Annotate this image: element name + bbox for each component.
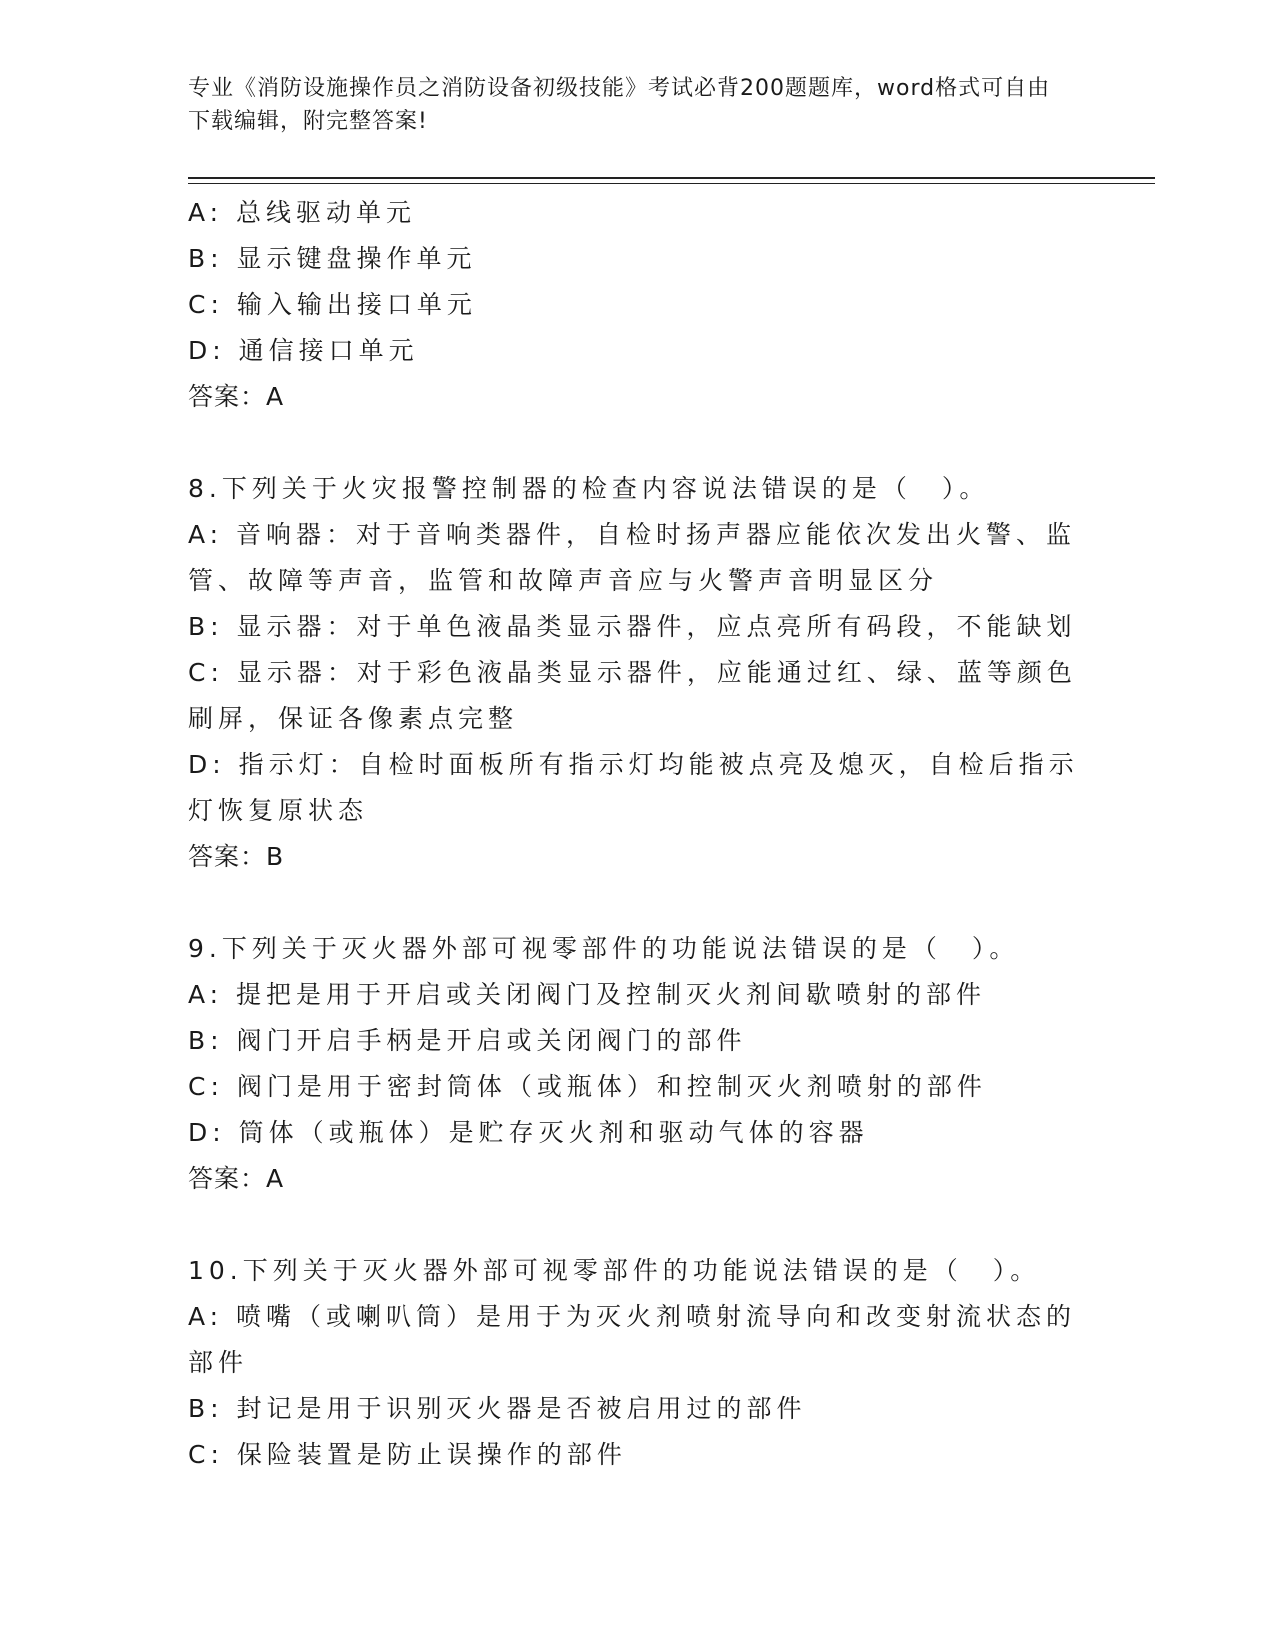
question-10: 10.下列关于灭火器外部可视零部件的功能说法错误的是（ ）。 (188, 1256, 1041, 1285)
option-c: C: 保险装置是防止误操作的部件 (188, 1440, 627, 1469)
option-a: A: 提把是用于开启或关闭阀门及控制灭火剂间歇喷射的部件 (188, 980, 987, 1009)
answer: 答案：B (188, 842, 285, 871)
header-rule-thick (188, 177, 1155, 179)
option-b: B: 显示键盘操作单元 (188, 244, 477, 273)
spacer (188, 1202, 1088, 1248)
header-rule-thin (188, 183, 1155, 184)
document-header: 专业《消防设施操作员之消防设备初级技能》考试必背200题题库，word格式可自由下载编辑，附完整答案! (188, 76, 1051, 134)
answer: 答案：A (188, 382, 285, 411)
question-content (188, 190, 1088, 1478)
option-d: D: 筒体（或瓶体）是贮存灭火剂和驱动气体的容器 (188, 1118, 869, 1147)
option-a: A: 音响器：对于音响类器件，自检时扬声器应能依次发出火警、监管、故障等声音，监管和故障声音应与火警声音明显区分 (188, 520, 1077, 595)
option-a: A: 喷嘴（或喇叭筒）是用于为灭火剂喷射流导向和改变射流状态的部件 (188, 1302, 1077, 1377)
option-d: D: 通信接口单元 (188, 336, 419, 365)
question-8: 8.下列关于火灾报警控制器的检查内容说法错误的是（ ）。 (188, 474, 990, 503)
spacer (188, 880, 1088, 926)
option-a: A: 总线驱动单元 (188, 198, 417, 227)
option-b: B: 封记是用于识别灭火器是否被启用过的部件 (188, 1394, 807, 1423)
option-c: C: 输入输出接口单元 (188, 290, 477, 319)
option-b: B: 阀门开启手柄是开启或关闭阀门的部件 (188, 1026, 747, 1055)
option-b: B: 显示器：对于单色液晶类显示器件，应点亮所有码段，不能缺划 (188, 612, 1077, 641)
answer: 答案：A (188, 1164, 285, 1193)
option-c: C: 阀门是用于密封筒体（或瓶体）和控制灭火剂喷射的部件 (188, 1072, 987, 1101)
option-d: D: 指示灯：自检时面板所有指示灯均能被点亮及熄灭，自检后指示灯恢复原状态 (188, 750, 1079, 825)
question-9: 9.下列关于灭火器外部可视零部件的功能说法错误的是（ ）。 (188, 934, 1020, 963)
spacer (188, 420, 1088, 466)
option-c: C: 显示器：对于彩色液晶类显示器件，应能通过红、绿、蓝等颜色刷屏，保证各像素点完整 (188, 658, 1077, 733)
